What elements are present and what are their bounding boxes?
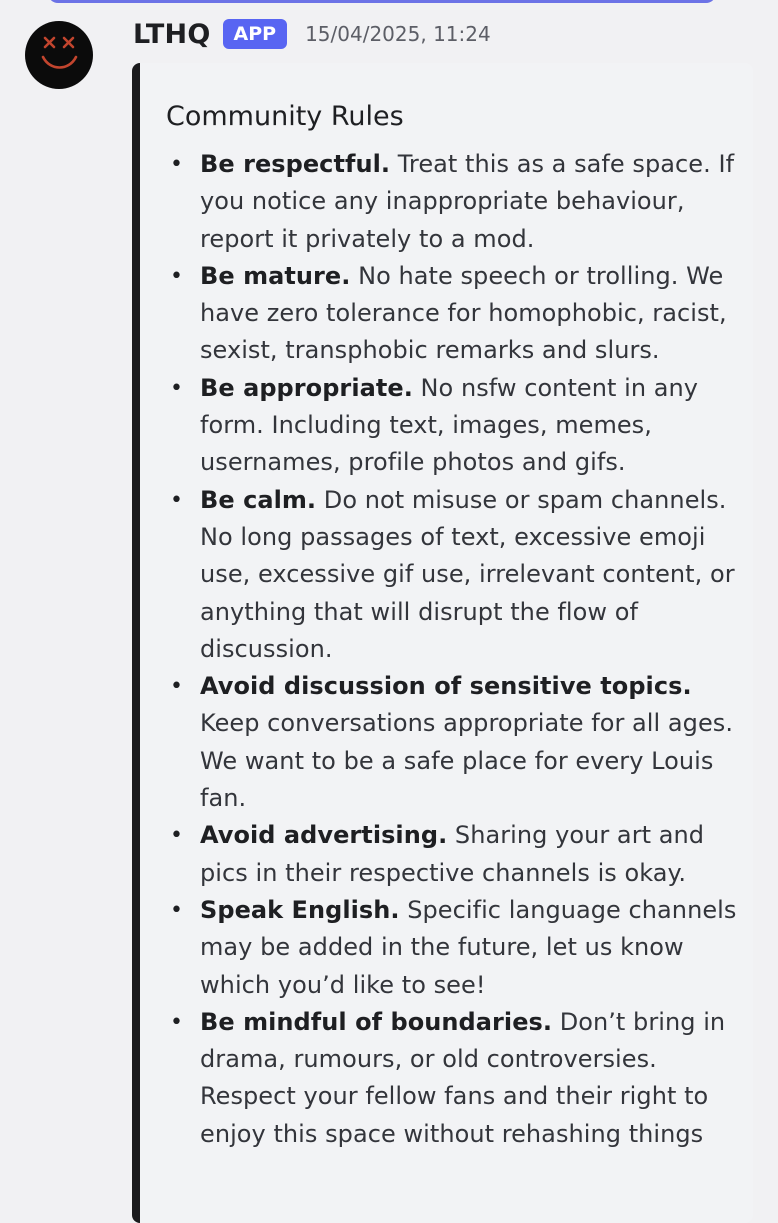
bullet: • [170,375,184,401]
rule-text: Keep conversations appropriate for all ages. We want to be a safe place for every Louis fan. [200,709,734,813]
embed-title: Community Rules [166,101,404,132]
x-eyes-smiley-icon [25,21,93,89]
previous-message-edge [48,0,716,3]
rule-title: Be appropriate. [200,373,413,402]
rule-text: Specific language channels may be added in the future, let us know which you’d like to see! [200,895,737,999]
rule-item [166,1004,743,1153]
rule-text: No hate speech or trolling. We have zero tolerance for homophobic, racist, sexist, transphobic remarks and slurs. [200,261,727,365]
rule-text: Do not misuse or spam channels. No long passages of text, excessive emoji use, excessive gif use, irrelevant content, or anything that will disrupt the flow of discussion. [200,485,735,663]
bullet: • [170,487,184,513]
rules-embed [132,63,753,1223]
rule-item [166,370,743,482]
rules-list [166,146,743,1153]
bullet: • [170,263,184,289]
rule-title: Be respectful. [200,150,391,178]
rule-title: Be mindful of boundaries. [200,1007,553,1036]
message-header [133,14,491,54]
embed-content [166,97,743,1153]
rule-title: Be calm. [200,485,317,514]
rule-item [166,146,743,258]
bullet: • [170,674,184,700]
bullet: • [170,152,184,177]
app-badge: APP [223,19,288,49]
rule-item [166,258,743,370]
message-timestamp[interactable]: 15/04/2025, 11:24 [305,22,491,46]
rule-text: No nsfw content in any form. Including text, images, memes, usernames, profile photos and gifs. [200,373,699,477]
bullet: • [170,823,184,849]
rule-item [166,892,743,1004]
rule-text: Treat this as a safe space. If you notice any inappropriate behaviour, report it privately to a mod. [200,150,735,253]
rule-item [166,668,743,817]
rule-title: Be mature. [200,261,351,290]
bullet: • [170,897,184,923]
rule-text: Sharing your art and pics in their respective channels is okay. [200,821,705,887]
username[interactable]: LTHQ [133,18,211,50]
rule-title: Avoid discussion of sensitive topics. [200,672,692,701]
rule-title: Speak English. [200,895,400,924]
rule-item [166,482,743,668]
bullet: • [170,1009,184,1035]
rule-item [166,817,743,892]
rule-title: Avoid advertising. [200,821,448,850]
rule-text: Don’t bring in drama, rumours, or old controversies. Respect your fellow fans and their right to enjoy this space without rehashing things [200,1007,726,1148]
avatar[interactable] [25,21,93,89]
